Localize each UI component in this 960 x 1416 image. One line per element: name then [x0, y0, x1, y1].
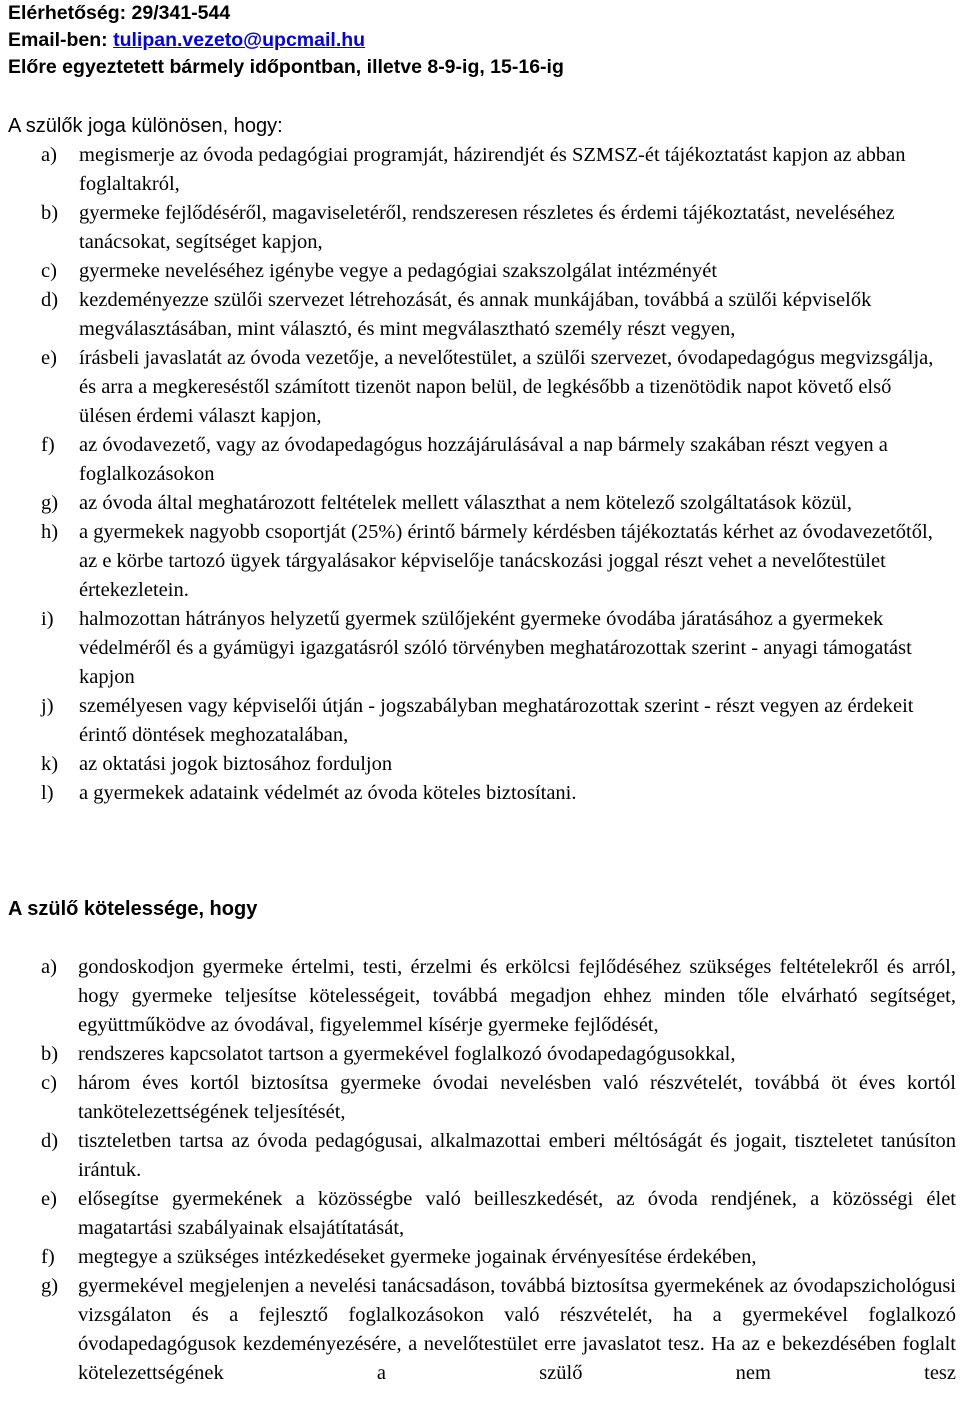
list-item: [41, 1243, 956, 1272]
hours-line: Előre egyeztetett bármely időpontban, illetve 8-9-ig, 15-16-ig: [8, 56, 564, 78]
list-item: [41, 605, 946, 692]
list-text: gyermeke fejlődéséről, magaviseletéről, rendszeresen részletes és érdemi tájékoztatást, neveléséhez tanácsokat, segítséget kapjon,: [79, 202, 895, 253]
list-item: [41, 431, 946, 489]
list-text: a gyermekek nagyobb csoportját (25%) érintő bármely kérdésben tájékoztatás kérhet az óvodavezetőtől, az e körbe tartozó ügyek tárgyalásakor képviselője tanácskozási joggal részt vehet a nevelőtestület értekezletein.: [79, 521, 933, 601]
list-text: gyermekével megjelenjen a nevelési tanácsadáson, továbbá biztosítsa gyermekének az óvodapszichológusi vizsgálaton és a fejlesztő foglalkozásokon való részvételét, ha a gyermekével foglalkozó óvodapedagógusok kezdeményezésére, a nevelőtestület erre javaslatot tesz. Ha az e bekezdésében foglalt kötelezettségének a szülő nem tesz: [78, 1275, 956, 1384]
duties-title: A szülő kötelessége, hogy: [8, 898, 258, 920]
email-line: [8, 27, 365, 53]
availability-line: Elérhetőség: 29/341-544: [8, 2, 231, 24]
list-marker: a): [41, 956, 57, 978]
list-marker: b): [41, 202, 59, 224]
list-marker: d): [41, 1130, 59, 1152]
list-text: gyermeke neveléséhez igénybe vegye a pedagógiai szakszolgálat intézményét: [79, 260, 718, 282]
list-marker: e): [41, 347, 57, 369]
list-text: írásbeli javaslatát az óvoda vezetője, a nevelőtestület, a szülői szervezet, óvodapedagógus megvizsgálja, és arra a megkereséstől számított tizenöt napon belül, de legkésőbb a tizenötödik napot követő első ülésen érdemi választ kapjon,: [79, 347, 934, 427]
list-item: [41, 750, 946, 779]
list-item: [41, 199, 946, 257]
list-item: [41, 257, 946, 286]
email-link[interactable]: tulipan.vezeto@upcmail.hu: [113, 29, 366, 51]
list-text: az óvoda által meghatározott feltételek mellett választhat a nem kötelező szolgáltatások közül,: [79, 492, 852, 514]
list-marker: h): [41, 521, 59, 543]
list-marker: c): [41, 1072, 57, 1094]
list-text: a gyermekek adataink védelmét az óvoda köteles biztosítani.: [79, 782, 577, 804]
list-marker: g): [41, 492, 59, 514]
list-item: [41, 518, 946, 605]
list-item: [41, 344, 946, 431]
list-marker: g): [41, 1275, 59, 1297]
list-item: [41, 489, 946, 518]
list-marker: b): [41, 1043, 59, 1065]
list-text: kezdeményezze szülői szervezet létrehozását, és annak munkájában, továbbá a szülői képviselők megválasztásában, mint választó, és mint megválasztható személy részt vegyen,: [79, 289, 872, 340]
list-item: [41, 1040, 956, 1069]
list-item: [41, 1272, 956, 1388]
list-marker: i): [41, 608, 54, 630]
list-text: rendszeres kapcsolatot tartson a gyermekével foglalkozó óvodapedagógusokkal,: [78, 1043, 736, 1065]
list-text: megtegye a szükséges intézkedéseket gyermeke jogainak érvényesítése érdekében,: [78, 1246, 757, 1268]
list-marker: k): [41, 753, 59, 775]
list-text: megismerje az óvoda pedagógiai programját, házirendjét és SZMSZ-ét tájékoztatást kapjon az abban foglaltakról,: [79, 144, 906, 195]
list-text: az oktatási jogok biztosához forduljon: [79, 753, 393, 775]
list-text: tiszteletben tartsa az óvoda pedagógusai, alkalmazottai emberi méltóságát és jogait, tiszteletet tanúsíton irántuk.: [78, 1130, 956, 1181]
list-item: [41, 953, 956, 1040]
list-text: személyesen vagy képviselői útján - jogszabályban meghatározottak szerint - részt vegyen az érdekeit érintő döntések meghozatalában,: [79, 695, 914, 746]
list-text: gondoskodjon gyermeke értelmi, testi, érzelmi és erkölcsi fejlődéséhez szükséges feltételekről és arról, hogy gyermeke teljesítse kötelességeit, továbbá megadjon ehhez minden tőle elvárható segítséget, együttműködve az óvodával, figyelemmel kísérje gyermeke fejlődését,: [78, 956, 956, 1036]
list-marker: c): [41, 260, 57, 282]
list-text: három éves kortól biztosítsa gyermeke óvodai nevelésben való részvételét, továbbá öt éves kortól tankötelezettségének teljesítését,: [78, 1072, 956, 1123]
list-marker: j): [41, 695, 54, 717]
list-marker: a): [41, 144, 57, 166]
list-marker: f): [41, 434, 55, 456]
list-item: [41, 1185, 956, 1243]
list-item: [41, 1127, 956, 1185]
list-text: az óvodavezető, vagy az óvodapedagógus hozzájárulásával a nap bármely szakában részt vegyen a foglalkozásokon: [79, 434, 888, 485]
rights-title: A szülők joga különösen, hogy:: [8, 115, 283, 137]
list-text: halmozottan hátrányos helyzetű gyermek szülőjeként gyermeke óvodába járatásához a gyermekek védelméről és a gyámügyi igazgatásról szóló törvényben meghatározottak szerint - anyagi támogatást kapjon: [79, 608, 912, 688]
rights-list: [41, 141, 946, 808]
list-item: [41, 1069, 956, 1127]
list-text: elősegítse gyermekének a közösségbe való beilleszkedését, az óvoda rendjének, a közösségi élet magatartási szabályainak elsajátítatását,: [78, 1188, 956, 1239]
duties-list: [41, 953, 956, 1388]
list-item: [41, 141, 946, 199]
list-item: [41, 692, 946, 750]
list-marker: f): [41, 1246, 55, 1268]
list-item: [41, 779, 946, 808]
list-marker: e): [41, 1188, 57, 1210]
email-label: Email-ben:: [8, 29, 114, 51]
list-marker: d): [41, 289, 59, 311]
list-item: [41, 286, 946, 344]
list-marker: l): [41, 782, 54, 804]
